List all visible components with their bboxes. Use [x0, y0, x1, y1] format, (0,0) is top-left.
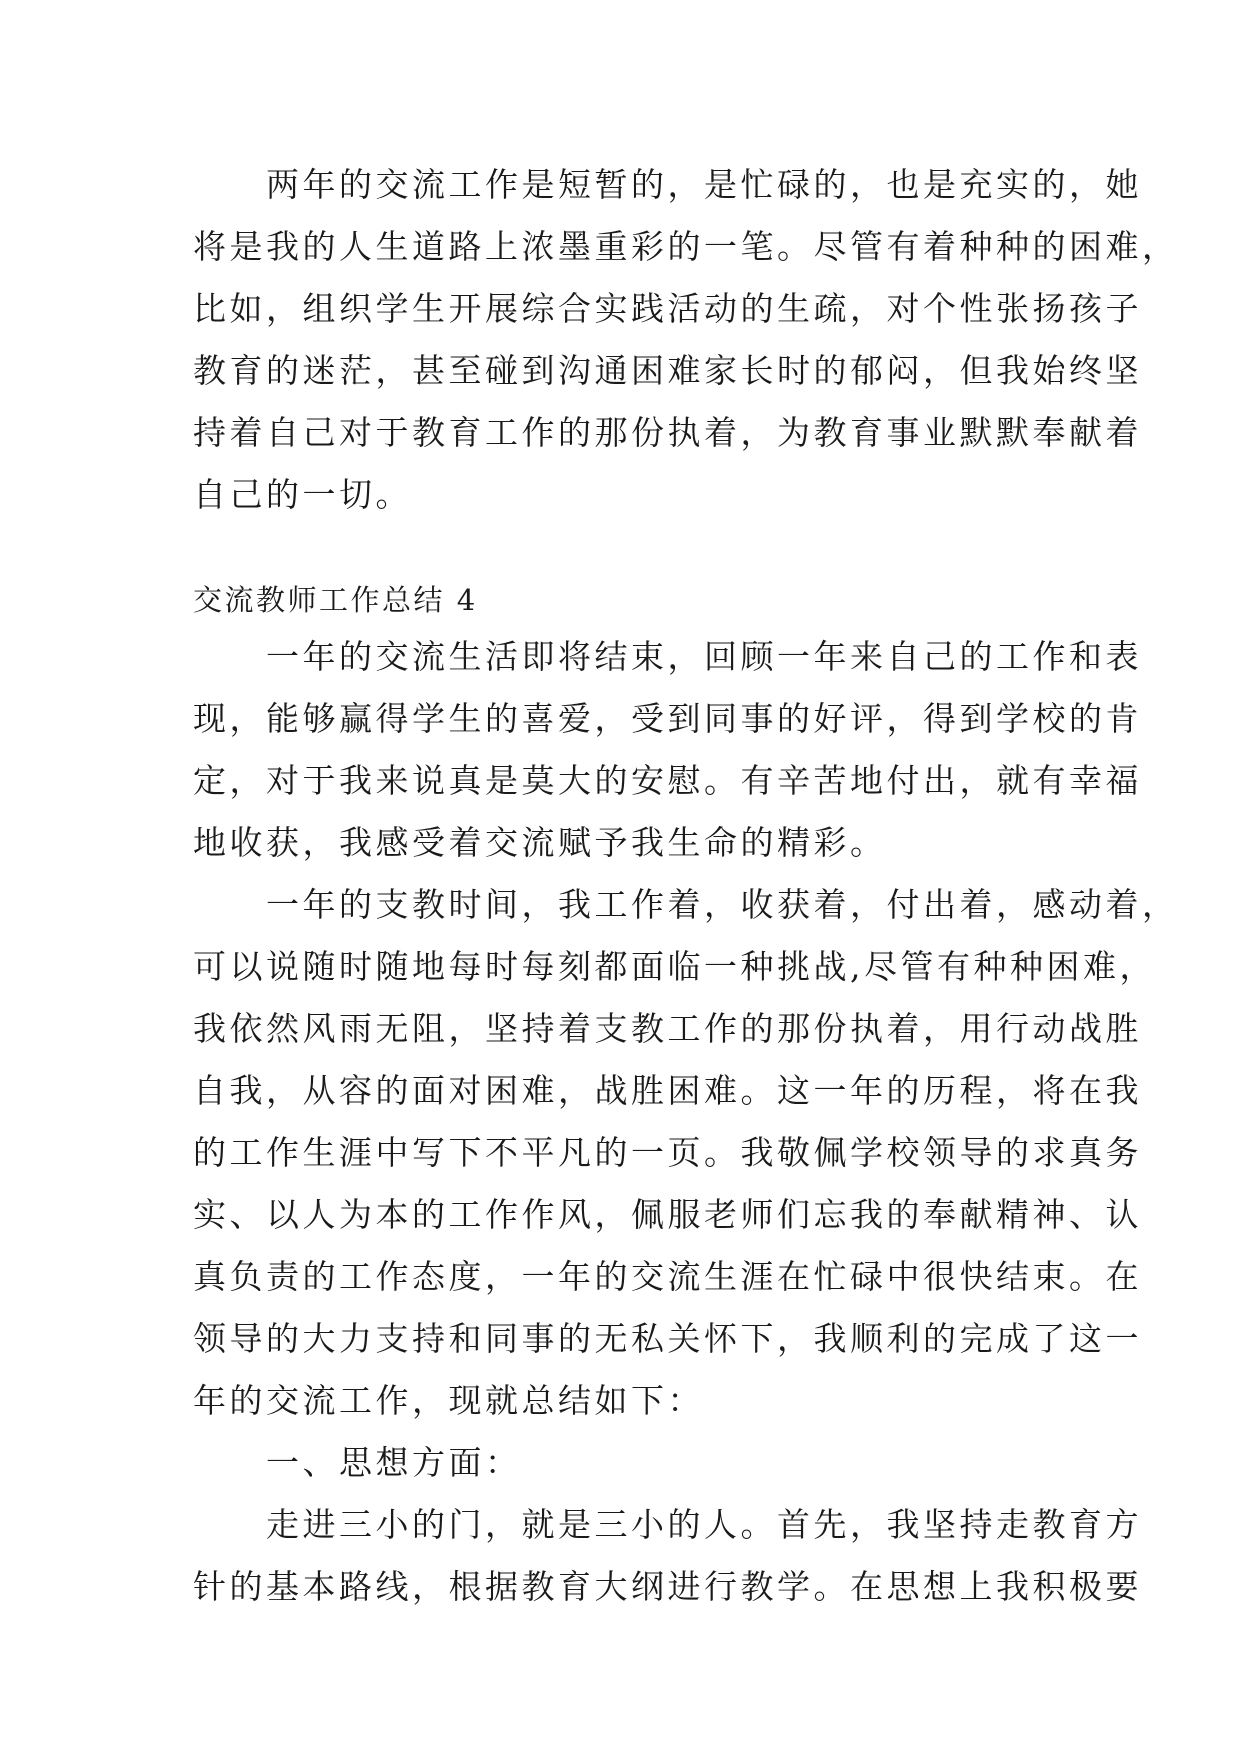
paragraph-line: 的工作生涯中写下不平凡的一页。我敬佩学校领导的求真务: [193, 1133, 1142, 1172]
paragraph-line: 地收获，我感受着交流赋予我生命的精彩。: [193, 823, 887, 862]
paragraph-line: 一年的交流生活即将结束，回顾一年来自己的工作和表: [193, 637, 1142, 676]
paragraph-line: 将是我的人生道路上浓墨重彩的一笔。尽管有着种种的困难，: [193, 227, 1179, 266]
subsection-heading: 一、思想方面：: [193, 1443, 522, 1482]
paragraph-line: 针的基本路线，根据教育大纲进行教学。在思想上我积极要: [193, 1567, 1142, 1606]
paragraph-line: 自我，从容的面对困难，战胜困难。这一年的历程，将在我: [193, 1071, 1142, 1110]
paragraph-line: 实、以人为本的工作作风，佩服老师们忘我的奉献精神、认: [193, 1195, 1142, 1234]
paragraph-line: 定，对于我来说真是莫大的安慰。有辛苦地付出，就有幸福: [193, 761, 1142, 800]
paragraph-line: 两年的交流工作是短暂的，是忙碌的，也是充实的，她: [193, 165, 1142, 204]
paragraph-line: 现，能够赢得学生的喜爱，受到同事的好评，得到学校的肯: [193, 699, 1142, 738]
paragraph-line: 教育的迷茫，甚至碰到沟通困难家长时的郁闷，但我始终坚: [193, 351, 1142, 390]
section-heading: 交流教师工作总结 4: [193, 583, 478, 617]
paragraph-line: 持着自己对于教育工作的那份执着，为教育事业默默奉献着: [193, 413, 1142, 452]
paragraph-line: 年的交流工作，现就总结如下：: [193, 1381, 704, 1420]
paragraph-line: 我依然风雨无阻，坚持着支教工作的那份执着，用行动战胜: [193, 1009, 1142, 1048]
paragraph-line: 一年的支教时间，我工作着，收获着，付出着，感动着，: [193, 885, 1179, 924]
paragraph-line: 自己的一切。: [193, 475, 412, 514]
paragraph-line: 比如，组织学生开展综合实践活动的生疏，对个性张扬孩子: [193, 289, 1142, 328]
paragraph-line: 可以说随时随地每时每刻都面临一种挑战,尽管有种种困难，: [193, 947, 1156, 986]
paragraph-line: 领导的大力支持和同事的无私关怀下，我顺利的完成了这一: [193, 1319, 1142, 1358]
paragraph-line: 走进三小的门，就是三小的人。首先，我坚持走教育方: [193, 1505, 1142, 1544]
paragraph-line: 真负责的工作态度，一年的交流生涯在忙碌中很快结束。在: [193, 1257, 1142, 1296]
